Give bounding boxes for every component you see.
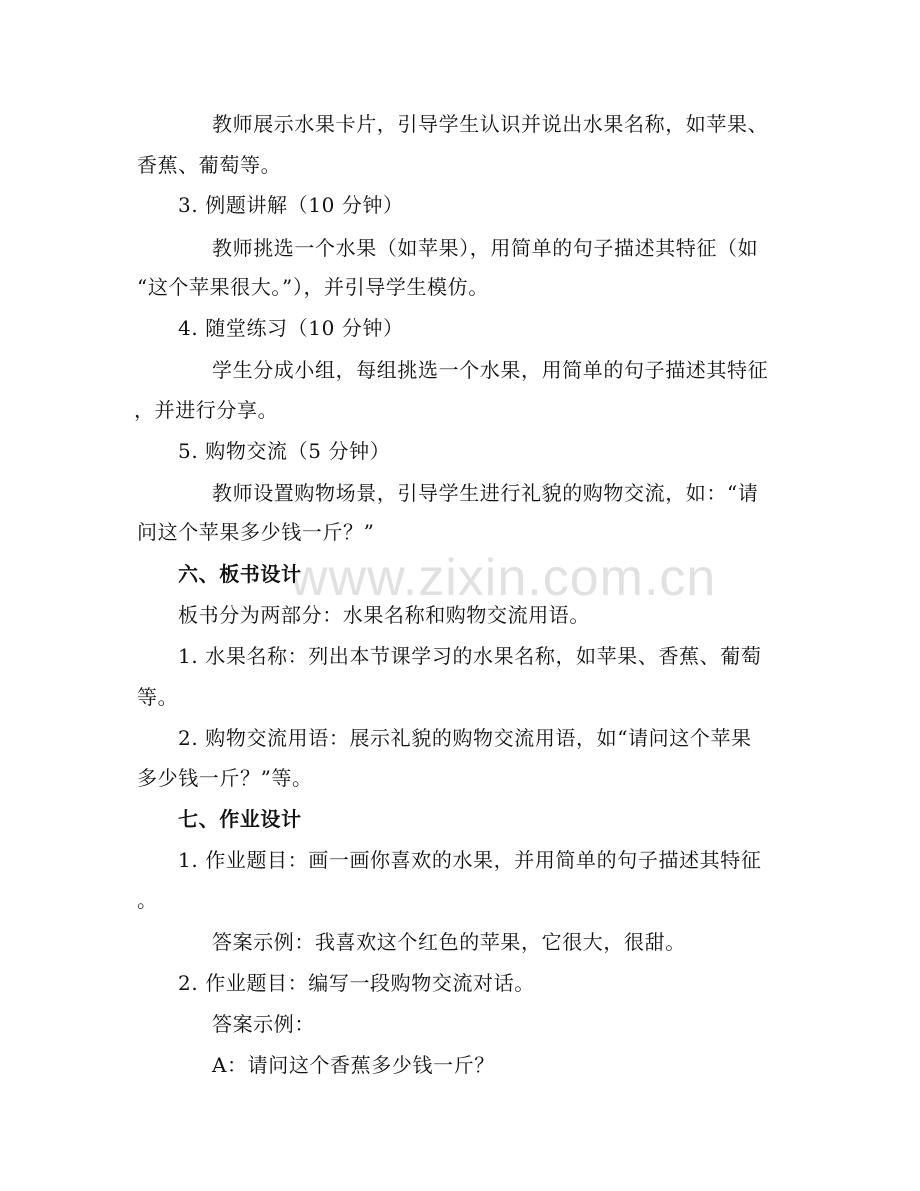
paragraph-line: 教师设置购物场景，引导学生进行礼貌的购物交流，如：“请 — [212, 481, 759, 505]
paragraph-line: 香蕉、葡萄等。 — [137, 153, 282, 177]
paragraph-line: 学生分成小组，每组挑选一个水果，用简单的句子描述其特征 — [212, 358, 769, 382]
paragraph-line: 板书分为两部分：水果名称和购物交流用语。 — [178, 603, 590, 627]
section-heading: 七、作业设计 — [178, 807, 302, 831]
section-heading: 六、板书设计 — [178, 562, 302, 586]
list-item-line: 2. 作业题目：编写一段购物交流对话。 — [178, 971, 535, 995]
paragraph-line: 答案示例： — [212, 1012, 315, 1036]
list-item-line: 1. 作业题目：画一画你喜欢的水果，并用简单的句子描述其特征 — [178, 848, 762, 872]
section-item-heading: 4. 随堂练习（10 分钟） — [178, 316, 404, 340]
list-item-line: 2. 购物交流用语：展示礼貌的购物交流用语，如“请问这个苹果 — [178, 726, 752, 750]
section-item-heading: 3. 例题讲解（10 分钟） — [178, 193, 404, 217]
paragraph-line: 教师挑选一个水果（如苹果），用简单的句子描述其特征（如 — [212, 236, 759, 260]
paragraph-line: 答案示例：我喜欢这个红色的苹果，它很大，很甜。 — [212, 930, 686, 954]
paragraph-line: 教师展示水果卡片，引导学生认识并说出水果名称，如苹果、 — [212, 112, 769, 136]
paragraph-line: 问这个苹果多少钱一斤？” — [137, 520, 375, 544]
paragraph-line: A：请问这个香蕉多少钱一斤？ — [212, 1053, 495, 1077]
paragraph-line: ，并进行分享。 — [134, 398, 279, 422]
section-item-heading: 5. 购物交流（5 分钟） — [178, 439, 391, 463]
paragraph-line: 多少钱一斤？”等。 — [137, 766, 313, 790]
paragraph-line: 。 — [137, 888, 158, 912]
paragraph-line: 等。 — [137, 685, 179, 709]
paragraph-line: “这个苹果很大。”），并引导学生模仿。 — [137, 275, 489, 299]
watermark: www.zixin.com.cn — [290, 549, 717, 607]
list-item-line: 1. 水果名称：列出本节课学习的水果名称，如苹果、香蕉、葡萄 — [178, 644, 762, 668]
